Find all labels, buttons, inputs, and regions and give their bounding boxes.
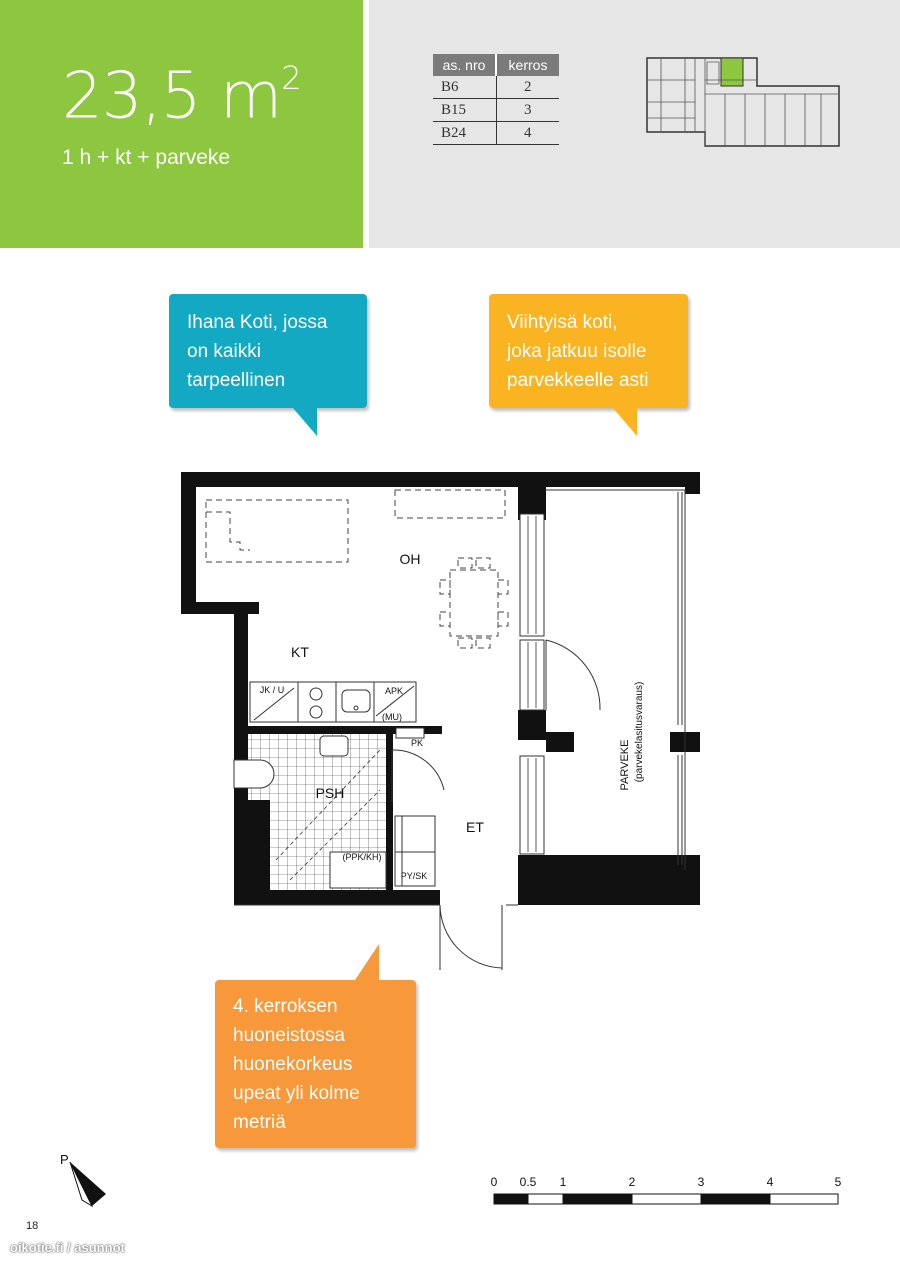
label-apk: APK xyxy=(384,686,404,696)
table-row: B15 3 xyxy=(433,99,559,122)
svg-text:3: 3 xyxy=(697,1175,705,1189)
wall-bottom-left xyxy=(234,890,440,905)
callout-bubble-teal: Ihana Koti, jossa on kaikki tarpeellinen xyxy=(169,294,367,408)
label-kt: KT xyxy=(291,644,309,660)
scale-bar xyxy=(486,1170,846,1210)
wall-left-upper xyxy=(181,472,196,614)
svg-text:4: 4 xyxy=(766,1175,774,1189)
svg-text:5: 5 xyxy=(834,1175,842,1189)
building-key-map xyxy=(645,50,845,150)
wall-bath-top xyxy=(248,726,388,734)
wall-stub xyxy=(546,732,574,752)
svg-text:2: 2 xyxy=(628,1175,636,1189)
toilet xyxy=(234,760,274,788)
callout-bubble-yellow: Viihtyisä koti, joka jatkuu isolle parvekkeelle asti xyxy=(489,294,688,408)
callout-bubble-orange: 4. kerroksen huoneistossa huonekorkeus upeat yli kolme metriä xyxy=(215,980,416,1148)
sofa xyxy=(206,500,348,562)
page-number: 18 xyxy=(26,1220,39,1232)
wall-bath-shaft xyxy=(248,800,270,892)
units-table xyxy=(433,54,559,145)
label-et: ET xyxy=(466,819,484,835)
tv-bench xyxy=(395,490,505,518)
svg-text:0: 0 xyxy=(490,1175,498,1189)
units-header-number: as. nro xyxy=(433,54,496,76)
wall-col-top xyxy=(518,472,546,520)
label-pk: PK xyxy=(410,738,424,748)
table-row: B24 4 xyxy=(433,122,559,145)
label-parveke-sub: (parvekelasitusvaraus) xyxy=(634,681,645,783)
room-type: 1 h + kt + parveke xyxy=(62,146,231,169)
wall-top xyxy=(181,472,700,487)
svg-text:1: 1 xyxy=(559,1175,567,1189)
north-label: P xyxy=(60,1152,69,1167)
sink xyxy=(320,736,348,756)
area-superscript: 2 xyxy=(281,59,301,97)
apartment-area: 23,5 $m^2$ xyxy=(62,59,301,134)
floor-plan xyxy=(170,460,710,980)
units-header-floor: kerros xyxy=(496,54,559,76)
label-ppk: (PPK/KH) xyxy=(342,852,382,862)
wall-col-mid xyxy=(518,710,546,740)
label-oh: OH xyxy=(399,551,421,567)
label-jku: JK / U xyxy=(259,685,285,695)
watermark: oikotie.fi / asunnot xyxy=(10,1240,125,1255)
wall-left-lower xyxy=(234,602,248,905)
dining-table xyxy=(450,570,498,636)
north-arrow-icon xyxy=(52,1148,112,1212)
svg-text:0.5: 0.5 xyxy=(519,1175,537,1189)
label-psh: PSH xyxy=(315,785,345,801)
label-parveke: PARVEKE xyxy=(619,739,631,791)
table-row: B6 2 xyxy=(433,76,559,99)
header-green-panel xyxy=(0,0,363,248)
label-mu: (MU) xyxy=(382,712,402,722)
pk-cabinet xyxy=(396,728,424,738)
label-pysk: PY/SK xyxy=(400,871,428,881)
wall-corner-top xyxy=(685,472,700,494)
